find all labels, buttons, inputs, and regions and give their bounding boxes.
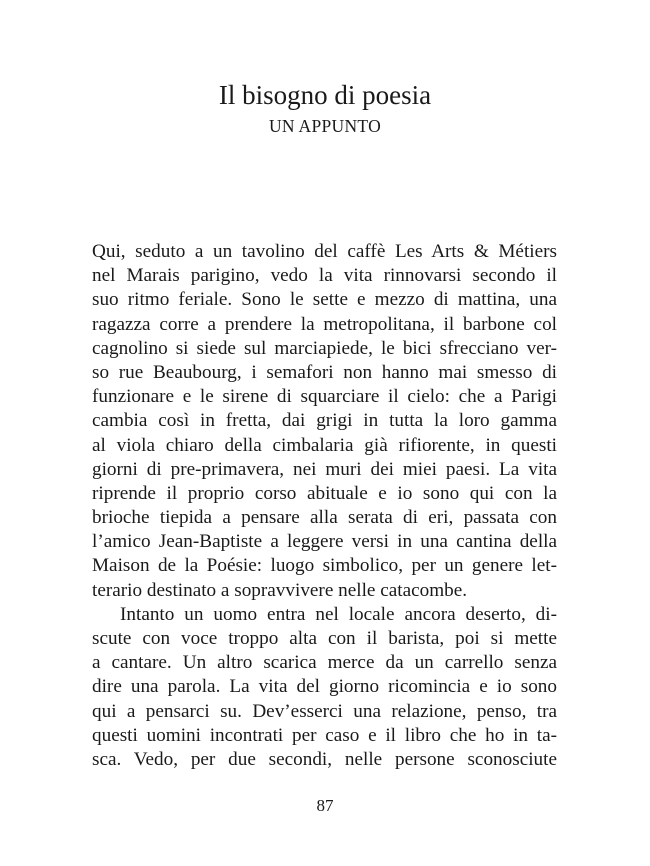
text-line: cambia così in fretta, dai grigi in tutta la loro gamma — [92, 410, 557, 432]
text-line: qui a pensarci su. Dev’esserci una relazione, penso, tra — [92, 700, 557, 722]
paragraph-2 — [92, 603, 557, 772]
text-line: questi uomini incontrati per caso e il libro che ho in ta- — [92, 724, 557, 746]
chapter-title: Il bisogno di poesia — [218, 80, 432, 110]
text-line: funzionare e le sirene di squarciare il cielo: che a Parigi — [92, 386, 557, 408]
text-line: suo ritmo feriale. Sono le sette e mezzo di mattina, una — [92, 289, 557, 311]
text-line: al viola chiaro della cimbalaria già rifiorente, in questi — [92, 434, 557, 456]
text-line: Maison de la Poésie: luogo simbolico, per un genere let- — [92, 555, 557, 577]
chapter-subtitle: UN APPUNTO — [268, 116, 382, 136]
text-line: l’amico Jean-Baptiste a leggere versi in una cantina della — [92, 531, 557, 553]
text-line: ragazza corre a prendere la metropolitana, il barbone col — [92, 313, 557, 335]
text-line: brioche tiepida a pensare alla serata di eri, passata con — [92, 507, 557, 529]
text-line: dire una parola. La vita del giorno ricomincia e io sono — [92, 676, 557, 698]
text-line: giorni di pre-primavera, nei muri dei miei paesi. La vita — [92, 458, 557, 480]
text-line: cagnolino si siede sul marciapiede, le bici sfrecciano ver- — [92, 337, 557, 359]
text-line: terario destinato a sopravvivere nelle catacombe. — [92, 579, 468, 601]
text-line: riprende il proprio corso abituale e io sono qui con la — [92, 482, 557, 504]
text-line: nel Marais parigino, vedo la vita rinnovarsi secondo il — [92, 265, 557, 287]
paragraph-1 — [92, 240, 557, 603]
text-line: Intanto un uomo entra nel locale ancora deserto, di- — [120, 603, 557, 625]
text-line: scute con voce troppo alta con il barista, poi si mette — [92, 628, 557, 649]
text-line: so rue Beaubourg, i semafori non hanno mai smesso di — [92, 361, 557, 383]
page-number: 87 — [316, 796, 334, 815]
text-line: Qui, seduto a un tavolino del caffè Les Arts & Métiers — [92, 241, 557, 262]
body-text — [92, 240, 557, 772]
text-line: sca. Vedo, per due secondi, nelle persone sconosciute — [92, 748, 557, 770]
text-line: a cantare. Un altro scarica merce da un carrello senza — [92, 652, 557, 674]
